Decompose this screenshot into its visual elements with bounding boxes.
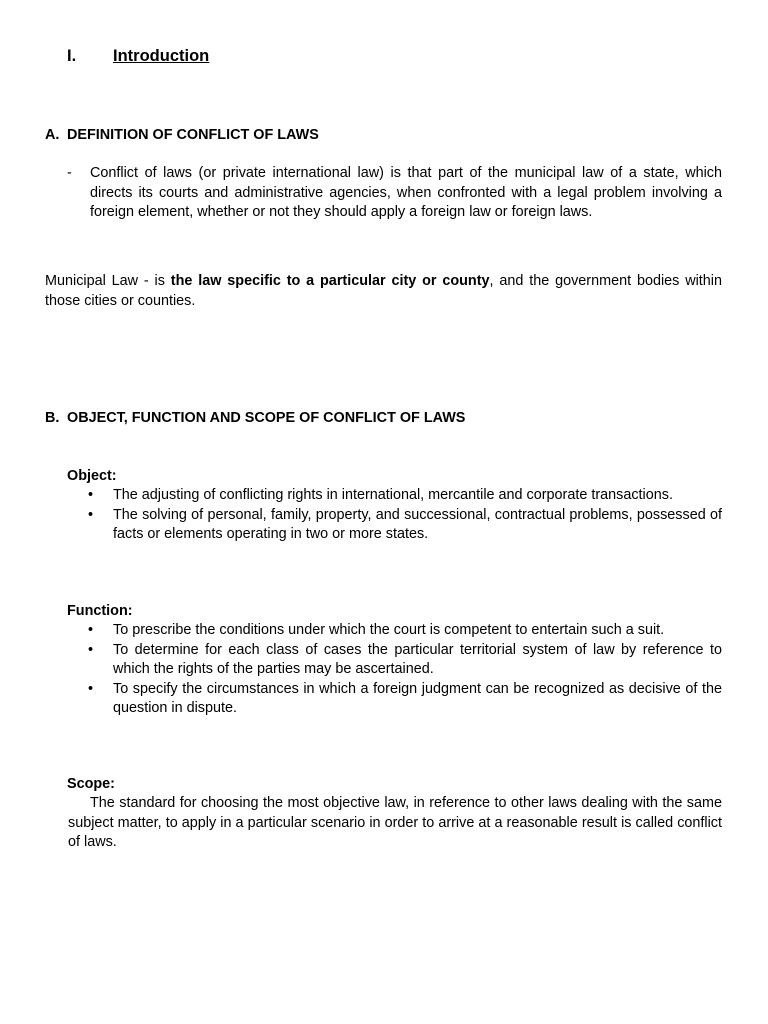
bullet-icon: • [88,506,94,523]
list-item: • To specify the circumstances in which a foreign judgment can be recognized as decisive of the question in dispute. [88,680,722,716]
bullet-icon: • [88,641,94,658]
list-item: • The solving of personal, family, property, and successional, contractual problems, possessed of facts or elements operating in two or more states. [88,506,722,542]
section-number: I. [67,47,77,65]
section-a-letter: A. [45,127,60,143]
scope-label: Scope: [67,776,115,792]
object-list [68,486,722,545]
page-title: Introduction [113,47,210,65]
scope-paragraph: The standard for choosing the most objective law, in reference to other laws dealing with the same subject matter, to apply in a particular scenario in order to arrive at a reasonable result is called conflict of laws. [68,795,722,850]
definition-dash: - [67,165,72,181]
section-a-title: DEFINITION OF CONFLICT OF LAWS [67,127,319,143]
function-label: Function: [67,603,133,619]
municipal-bold-text: the law specific to a particular city or county [170,273,490,289]
list-item: • To determine for each class of cases the particular territorial system of law by reference to which the rights of the parties may be ascertained. [88,641,722,677]
municipal-law-paragraph [45,272,722,311]
bullet-icon: • [88,680,94,697]
function-list [68,621,722,719]
municipal-prefix: Municipal Law - is [45,273,171,289]
list-item: • To prescribe the conditions under which the court is competent to entertain such a suit. [68,621,722,641]
municipal-suffix: , and the government bodies within those cities or counties. [45,273,723,309]
section-b-title: OBJECT, FUNCTION AND SCOPE OF CONFLICT OF LAWS [67,410,466,426]
definition-paragraph: Conflict of laws (or private international law) is that part of the municipal law of a state, which directs its courts and administrative agencies, when confronted with a legal problem involving a foreign element, whether or not they should apply a foreign law or foreign laws. [90,165,722,220]
bullet-icon: • [88,487,94,503]
object-label: Object: [67,468,117,484]
list-item: • The adjusting of conflicting rights in international, mercantile and corporate transactions. [68,486,722,506]
bullet-icon: • [88,622,94,638]
section-b-letter: B. [45,410,60,426]
